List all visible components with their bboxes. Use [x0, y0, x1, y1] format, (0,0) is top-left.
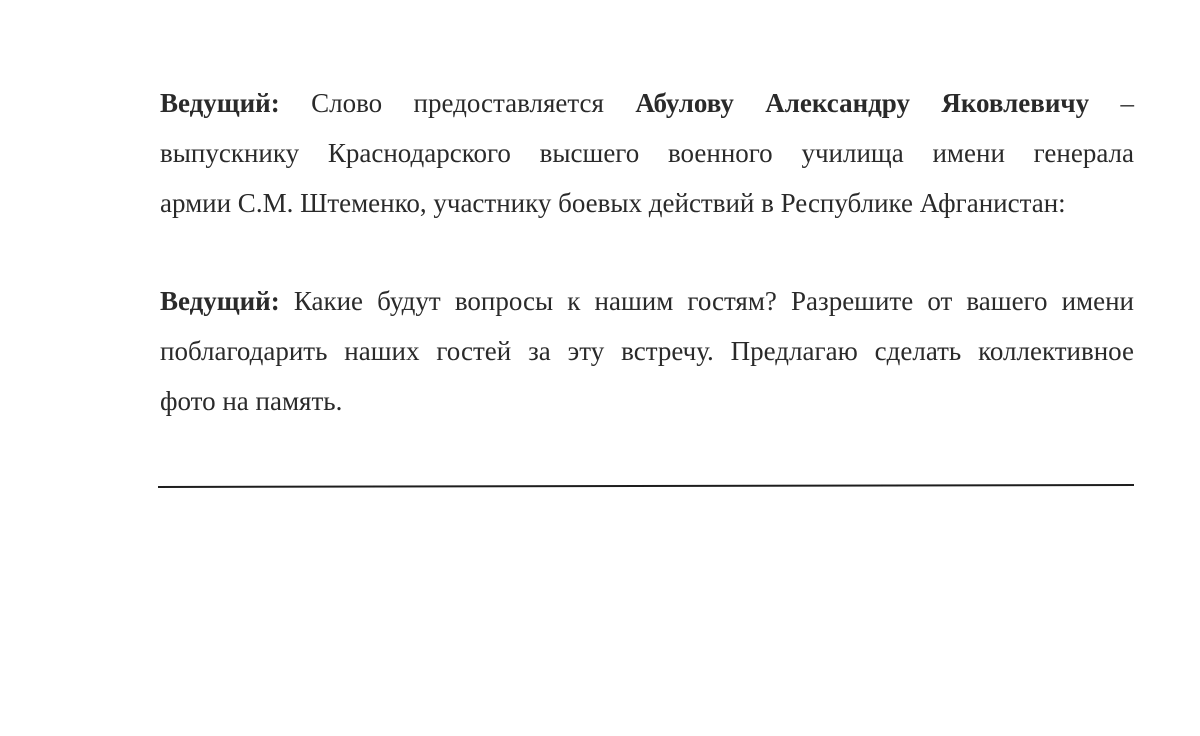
paragraph-host-closing — [160, 276, 1134, 426]
text-line — [160, 78, 1134, 128]
speaker-name-bold: Абулову Александру Яковлевичу — [635, 88, 1090, 118]
speaker-label: Ведущий: — [160, 88, 280, 118]
text-fragment: Какие будут вопросы к нашим гостям? Разрешите от вашего имени — [293, 286, 1135, 316]
text-line: фото на память. — [160, 386, 343, 416]
text-line: поблагодарить наших гостей за эту встречу. Предлагаю сделать коллективное — [160, 336, 1134, 366]
text-line: выпускнику Краснодарского высшего военного училища имени генерала — [160, 138, 1134, 168]
speaker-label: Ведущий: — [160, 286, 280, 316]
horizontal-rule — [158, 484, 1134, 488]
text-fragment: – — [1120, 88, 1134, 118]
text-line — [160, 276, 1134, 326]
text-fragment: Слово предоставляется — [311, 88, 604, 118]
text-line: армии С.М. Штеменко, участнику боевых действий в Республике Афганистан: — [160, 188, 1066, 218]
paragraph-host-introduction — [160, 78, 1134, 228]
